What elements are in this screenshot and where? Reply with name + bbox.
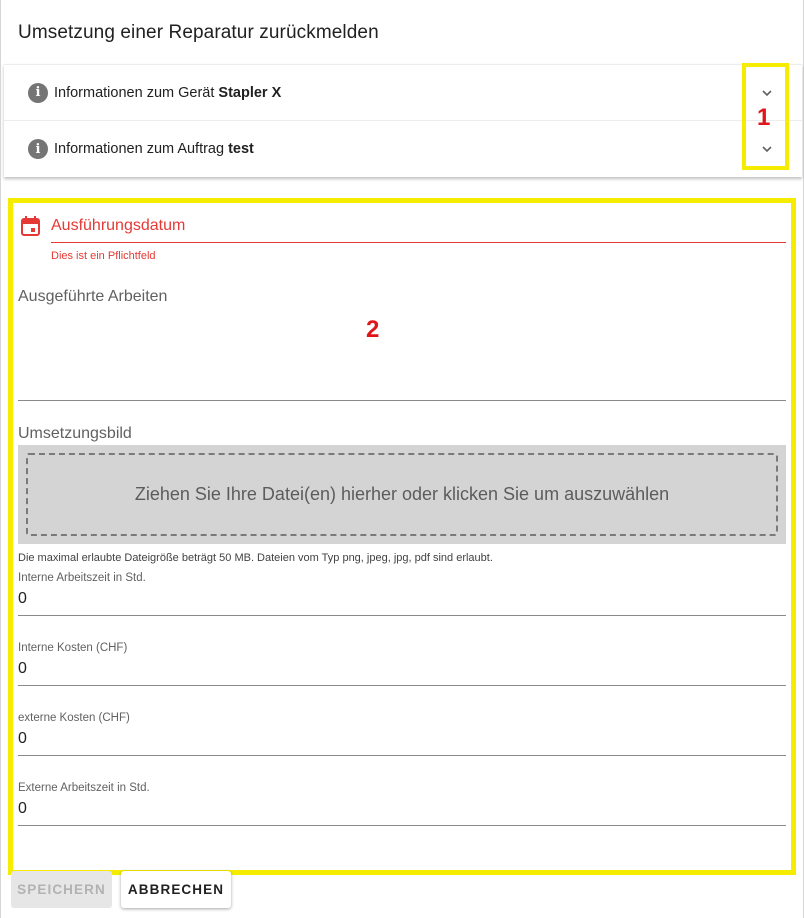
internal-costs-label: Interne Kosten (CHF) <box>18 642 128 654</box>
image-upload-label: Umsetzungsbild <box>18 425 132 442</box>
dialog-title: Umsetzung einer Reparatur zurückmelden <box>18 22 379 43</box>
save-button[interactable]: SPEICHERN <box>11 871 112 908</box>
execution-date-input[interactable]: Ausführungsdatum <box>51 217 186 234</box>
internal-hours-label: Interne Arbeitszeit in Std. <box>18 572 146 584</box>
work-performed-textarea[interactable]: Ausgeführte Arbeiten <box>18 288 168 305</box>
cancel-button[interactable]: ABBRECHEN <box>121 871 231 908</box>
order-name: test <box>228 141 254 157</box>
external-costs-label: externe Kosten (CHF) <box>18 712 130 724</box>
info-icon: i <box>28 83 48 103</box>
order-info-panel[interactable] <box>4 120 802 177</box>
execution-date-error: Dies ist ein Pflichtfeld <box>51 250 156 262</box>
info-panels <box>4 64 802 177</box>
annotation-marker-2: 2 <box>366 316 380 343</box>
annotation-marker-1: 1 <box>757 104 771 131</box>
order-info-label: Informationen zum Auftrag <box>54 141 229 157</box>
device-info-text <box>54 85 281 101</box>
file-size-hint: Die maximal erlaubte Dateigröße beträgt 50 MB. Dateien vom Typ png, jpeg, jpg, pdf sind erlaubt. <box>18 552 493 564</box>
device-info-label: Informationen zum Gerät <box>54 84 219 101</box>
external-hours-input[interactable]: 0 <box>18 800 27 817</box>
external-hours-label: Externe Arbeitszeit in Std. <box>18 782 150 794</box>
device-info-panel[interactable] <box>4 64 802 120</box>
external-costs-input[interactable]: 0 <box>18 730 27 747</box>
file-dropzone-text[interactable]: Ziehen Sie Ihre Datei(en) hierher oder klicken Sie um auszuwählen <box>26 453 778 536</box>
internal-costs-input[interactable]: 0 <box>18 660 27 677</box>
device-name: Stapler X <box>218 84 282 101</box>
order-info-text <box>54 141 254 157</box>
highlight-box-2 <box>8 198 796 875</box>
info-icon: i <box>28 139 48 159</box>
internal-hours-input[interactable]: 0 <box>18 590 27 607</box>
